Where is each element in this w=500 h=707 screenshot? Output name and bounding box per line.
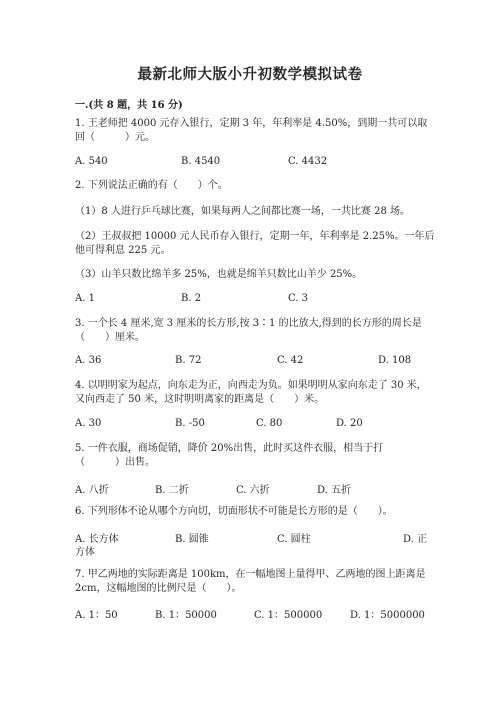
q7-option-a[interactable]: A. 1：50 <box>75 610 118 621</box>
q1-option-b[interactable]: B. 4540 <box>181 156 221 167</box>
q2-statement-2-line2: 他可得利息 225 元。 <box>75 245 171 256</box>
q3-stem-line1: 3. 一个长 4 厘米,宽 3 厘米的长方形,按 3∶1 的比放大,得到的长方形的周长是 <box>75 318 422 329</box>
q3-option-d[interactable]: D. 108 <box>378 355 412 366</box>
q1-option-c[interactable]: C. 4432 <box>288 156 328 167</box>
q4-option-a[interactable]: A. 30 <box>75 418 102 429</box>
q5-option-c[interactable]: C. 六折 <box>236 485 270 496</box>
q7-stem-line2: 2cm，这幅地图的比例尺是（ ）。 <box>75 583 242 594</box>
q3-stem-line2: （ ）厘米。 <box>75 332 145 343</box>
q7-option-d[interactable]: D. 1：5000000 <box>350 610 425 621</box>
q3-option-c[interactable]: C. 42 <box>277 355 304 366</box>
q4-stem-line1: 4. 以明明家为起点，向东走为正，向西走为负。如果明明从家向东走了 30 米， <box>75 380 427 391</box>
q4-stem-line2: 又向西走了 50 米，这时明明离家的距离是（ ）米。 <box>75 394 325 405</box>
q3-option-b[interactable]: B. 72 <box>175 355 202 366</box>
q1-option-a[interactable]: A. 540 <box>75 156 108 167</box>
q3-option-a[interactable]: A. 36 <box>75 355 102 366</box>
q4-option-b[interactable]: B. -50 <box>175 418 205 429</box>
q5-stem-line1: 5. 一件衣服，商场促销，降价 20%出售，此时买这件衣服，相当于打 <box>75 443 384 454</box>
q1-stem-line2: 回（ ）元。 <box>75 132 155 143</box>
q7-option-b[interactable]: B. 1：50000 <box>155 610 217 621</box>
q2-option-a[interactable]: A. 1 <box>75 293 95 304</box>
q6-option-d-continuation: 方体 <box>75 547 95 558</box>
q6-option-d[interactable]: D. 正 <box>403 534 428 545</box>
q5-option-d[interactable]: D. 五折 <box>317 485 352 496</box>
q6-option-a[interactable]: A. 长方体 <box>75 534 119 545</box>
q4-option-c[interactable]: C. 80 <box>256 418 283 429</box>
q1-stem-line1: 1. 王老师把 4000 元存入银行，定期 3 年，年利率是 4.50%，到期一共可以取 <box>75 118 428 129</box>
q5-option-b[interactable]: B. 二折 <box>155 485 189 496</box>
q5-stem-line2: （ ）出售。 <box>75 457 155 468</box>
section-heading: 一.(共 8 题，共 16 分) <box>75 100 183 111</box>
q4-option-d[interactable]: D. 20 <box>336 418 363 429</box>
q5-option-a[interactable]: A. 八折 <box>75 485 109 496</box>
q6-option-c[interactable]: C. 圆柱 <box>277 534 311 545</box>
q7-stem-line1: 7. 甲乙两地的实际距离是 100km，在一幅地图上量得甲、乙两地的图上距离是 <box>75 569 426 580</box>
q6-stem: 6. 下列形体不论从哪个方向切，切面形状不可能是长方形的是（ ）。 <box>75 506 393 517</box>
q2-statement-1: （1）8 人进行乒乓球比赛，如果每两人之间都比赛一场，一共比赛 28 场。 <box>75 206 410 217</box>
q2-statement-3: （3）山羊只数比绵羊多 25%，也就是绵羊只数比山羊少 25%。 <box>75 269 363 280</box>
page-title: 最新北师大版小升初数学模拟试卷 <box>137 66 363 83</box>
q2-option-c[interactable]: C. 3 <box>288 293 309 304</box>
q2-stem: 2. 下列说法正确的有（ ）个。 <box>75 180 228 191</box>
q7-option-c[interactable]: C. 1：500000 <box>254 610 323 621</box>
q2-statement-2-line1: （2）王叔叔把 10000 元人民币存入银行，定期一年，年利率是 2.25%。一年后 <box>75 231 435 242</box>
q6-option-b[interactable]: B. 圆锥 <box>175 534 209 545</box>
q2-option-b[interactable]: B. 2 <box>181 293 202 304</box>
